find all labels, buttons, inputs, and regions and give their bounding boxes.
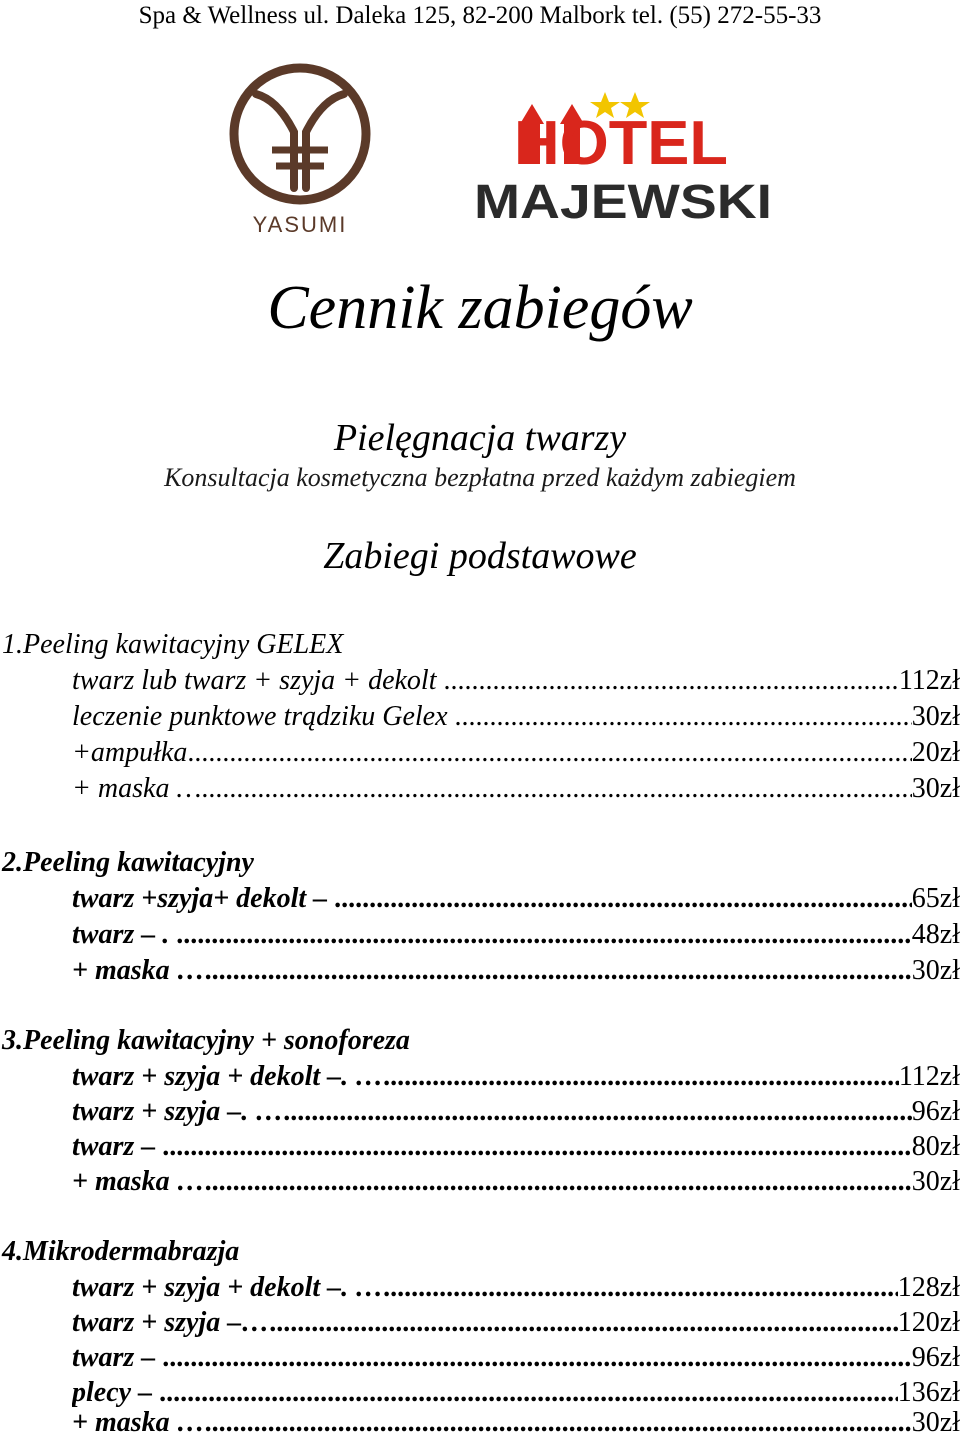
dot-leader: [283, 1095, 912, 1129]
treatment-title: 3.Peeling kawitacyjny + sonoforeza: [2, 1025, 410, 1056]
yasumi-logo: [226, 62, 374, 236]
item-price: 96zł: [911, 1342, 960, 1373]
item-label: leczenie punktowe trądziku Gelex: [72, 701, 455, 732]
price-row: [72, 700, 960, 734]
treatment-title: 2.Peeling kawitacyjny: [2, 847, 254, 878]
item-price: 30zł: [911, 955, 960, 986]
item-price: 30zł: [911, 1166, 960, 1197]
item-label: + maska …: [72, 773, 202, 804]
dot-leader: [201, 772, 911, 806]
item-label: twarz –: [72, 1131, 163, 1162]
dot-leader: [269, 1306, 898, 1340]
item-label: twarz + szyja –. …: [72, 1096, 284, 1127]
item-price: 30zł: [911, 1407, 960, 1438]
price-row: [72, 1095, 960, 1129]
item-price: 128zł: [897, 1272, 960, 1303]
price-row: [72, 882, 960, 916]
dot-leader: [159, 1376, 898, 1410]
item-label: twarz + szyja + dekolt –. …: [72, 1061, 384, 1092]
dot-leader: [187, 736, 911, 770]
dot-leader: [383, 1271, 898, 1305]
contact-header: Spa & Wellness ul. Daleka 125, 82-200 Malbork tel. (55) 272-55-33: [138, 2, 822, 29]
item-price: 20zł: [911, 737, 960, 768]
price-row: [72, 664, 960, 698]
item-price: 96zł: [911, 1096, 960, 1127]
item-price: 112zł: [898, 665, 960, 696]
dot-leader: [176, 918, 912, 952]
price-row: [72, 1130, 960, 1164]
item-price: 65zł: [911, 883, 960, 914]
dot-leader: [205, 1165, 912, 1199]
treatment-title: 1.Peeling kawitacyjny GELEX: [2, 629, 344, 660]
price-row: [72, 1060, 960, 1094]
price-row: [72, 772, 960, 806]
price-row: [72, 1376, 960, 1410]
dot-leader: [162, 1341, 912, 1375]
hotel-logo-line2: MAJEWSKI: [474, 176, 772, 229]
item-price: 30zł: [911, 701, 960, 732]
dot-leader: [455, 700, 912, 734]
dot-leader: [443, 664, 898, 698]
item-label: twarz –: [72, 1342, 163, 1373]
category-heading: Zabiegi podstawowe: [323, 535, 637, 577]
section-heading: Pielęgnacja twarzy: [333, 417, 627, 459]
price-row: [72, 1165, 960, 1199]
price-row: [72, 1406, 960, 1440]
dot-leader: [205, 954, 912, 988]
dot-leader: [162, 1130, 912, 1164]
price-row: [72, 1271, 960, 1305]
item-price: 30zł: [911, 773, 960, 804]
price-row: [72, 1306, 960, 1340]
item-label: twarz + szyja –…: [72, 1307, 270, 1338]
item-label: twarz – .: [72, 919, 177, 950]
yasumi-logo-wordmark: YASUMI: [252, 212, 348, 236]
item-label: + maska …: [72, 1166, 205, 1197]
dot-leader: [383, 1060, 899, 1094]
dot-leader: [334, 882, 912, 916]
item-label: twarz lub twarz + szyja + dekolt: [72, 665, 444, 696]
price-row: [72, 736, 960, 770]
price-row: [72, 1341, 960, 1375]
item-label: +ampułka: [72, 737, 188, 768]
item-label: + maska …: [72, 1407, 205, 1438]
item-label: twarz + szyja + dekolt –. …: [72, 1272, 384, 1303]
hotel-majewski-logo: [470, 84, 780, 230]
price-row: [72, 954, 960, 988]
item-price: 112zł: [898, 1061, 960, 1092]
item-price: 48zł: [911, 919, 960, 950]
treatment-title: 4.Mikrodermabrazja: [2, 1236, 240, 1267]
price-row: [72, 918, 960, 952]
consultation-note: Konsultacja kosmetyczna bezpłatna przed każdym zabiegiem: [164, 463, 796, 492]
hotel-logo-line1: HOTEL: [514, 109, 728, 178]
item-label: twarz +szyja+ dekolt –: [72, 883, 335, 914]
item-price: 80zł: [911, 1131, 960, 1162]
item-label: + maska …: [72, 955, 205, 986]
item-price: 136zł: [897, 1377, 960, 1408]
item-label: plecy –: [72, 1377, 160, 1408]
dot-leader: [205, 1406, 912, 1440]
item-price: 120zł: [897, 1307, 960, 1338]
page-title: Cennik zabiegów: [267, 274, 693, 342]
